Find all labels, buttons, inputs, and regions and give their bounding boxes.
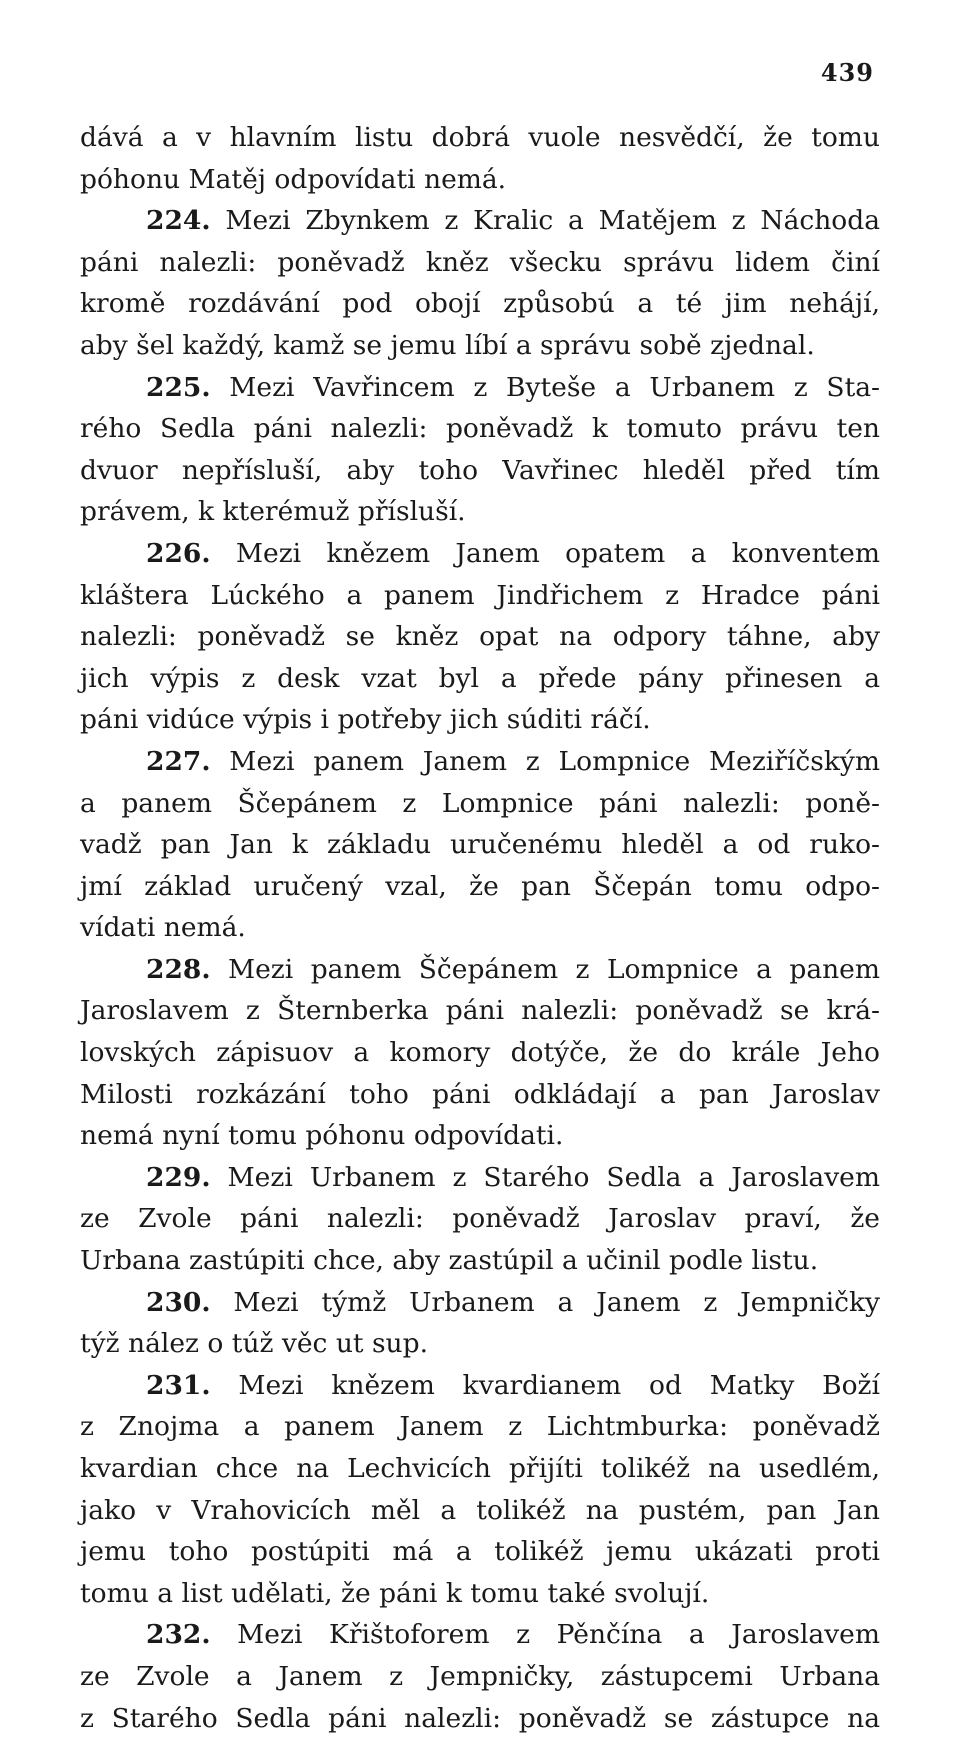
text-line	[80, 1490, 880, 1532]
line-text: kvardian chce na Lechvicích přijíti tolikéž na usedlém,	[80, 1453, 880, 1484]
line-text: kromě rozdávání pod obojí způsobú a té jim nehájí,	[80, 288, 880, 320]
line-text: Mezi panem Janem z Lompnice Meziříčským	[210, 745, 880, 777]
line-text: vadž pan Jan k základu uručenému hleděl a od ruko-	[80, 829, 880, 861]
line-text: Mezi knězem kvardianem od Matky Boží	[210, 1369, 880, 1401]
text-line	[80, 907, 880, 949]
line-text: ze Zvole a Janem z Jempničky, zástupcemi Urbana	[80, 1660, 880, 1692]
text-line	[80, 1115, 880, 1157]
paragraph-number: 232.	[146, 1619, 211, 1651]
line-text: póhonu Matěj odpovídati nemá.	[80, 163, 507, 195]
text-line	[80, 408, 880, 450]
text-line	[80, 1198, 880, 1240]
line-text: jich výpis z desk vzat byl a přede pány přinesen a	[80, 662, 880, 694]
paragraph-number: 231.	[146, 1369, 211, 1401]
line-text: z Znojma a panem Janem z Lichtmburka: poněvadž	[80, 1411, 880, 1443]
line-text: Mezi týmž Urbanem a Janem z Jempničky	[210, 1286, 880, 1318]
line-text: Mezi Vavřincem z Byteše a Urbanem z Sta-	[210, 371, 880, 403]
paragraph-number: 229.	[146, 1161, 211, 1193]
line-text: a panem Ščepánem z Lompnice páni nalezli: poně-	[80, 787, 880, 819]
text-line	[80, 741, 880, 783]
paragraph-number: 227.	[146, 745, 211, 777]
text-line	[80, 117, 880, 159]
text-line	[80, 824, 880, 866]
text-line	[80, 1698, 880, 1739]
text-line	[80, 949, 880, 991]
text-line	[80, 367, 880, 409]
line-text: z Starého Sedla páni nalezli: poněvadž se zástupce na	[80, 1702, 880, 1734]
line-text: rého Sedla páni nalezli: poněvadž k tomuto právu ten	[80, 413, 880, 445]
text-line	[80, 1365, 880, 1407]
paragraph-number: 228.	[146, 953, 211, 985]
line-text: páni nalezli: poněvadž kněz všecku správu lidem činí	[80, 246, 880, 278]
line-text: právem, k kterémuž přísluší.	[80, 496, 466, 528]
line-text: vídati nemá.	[80, 912, 246, 944]
text-line	[80, 1240, 880, 1282]
text-line	[80, 533, 880, 575]
text-line	[80, 1032, 880, 1074]
paragraph-number: 230.	[146, 1286, 211, 1318]
paragraph-number: 224.	[146, 205, 211, 237]
line-text: jemu toho postúpiti má a tolikéž jemu ukázati proti	[80, 1536, 880, 1568]
text-line	[80, 783, 880, 825]
line-text: Mezi knězem Janem opatem a konventem	[210, 537, 880, 569]
line-text: páni vidúce výpis i potřeby jich súditi ráčí.	[80, 704, 651, 736]
text-line	[80, 866, 880, 908]
text-line	[80, 658, 880, 700]
text-line	[80, 1282, 880, 1324]
text-line	[80, 1656, 880, 1698]
line-text: aby šel každý, kamž se jemu líbí a správu sobě zjednal.	[80, 329, 815, 361]
text-line	[80, 699, 880, 741]
text-line	[80, 1323, 880, 1365]
line-text: Mezi Zbynkem z Kralic a Matějem z Náchoda	[210, 205, 880, 237]
text-line	[80, 1614, 880, 1656]
line-text: Milosti rozkázání toho páni odkládají a pan Jaroslav	[80, 1078, 880, 1110]
line-text: dvuor nepřísluší, aby toho Vavřinec hleděl před tím	[80, 454, 880, 486]
line-text: dává a v hlavním listu dobrá vuole nesvědčí, že tomu	[80, 122, 880, 153]
line-text: nalezli: poněvadž se kněz opat na odpory táhne, aby	[80, 621, 880, 653]
line-text: týž nález o túž věc ut sup.	[80, 1328, 429, 1360]
line-text: Mezi Urbanem z Starého Sedla a Jaroslavem	[210, 1161, 880, 1193]
page-text	[80, 117, 880, 1739]
text-line	[80, 325, 880, 367]
text-line	[80, 990, 880, 1032]
paragraph-number: 225.	[146, 371, 211, 403]
text-line	[80, 575, 880, 617]
line-text: nemá nyní tomu póhonu odpovídati.	[80, 1120, 564, 1152]
line-text: Urbana zastúpiti chce, aby zastúpil a učinil podle listu.	[80, 1245, 819, 1277]
line-text: Jaroslavem z Šternberka páni nalezli: poněvadž se krá-	[80, 995, 880, 1027]
line-text: jmí základ uručený vzal, že pan Ščepán tomu odpo-	[80, 870, 880, 902]
line-text: kláštera Lúckého a panem Jindřichem z Hradce páni	[80, 579, 880, 611]
line-text: jako v Vrahovicích měl a tolikéž na pustém, pan Jan	[80, 1494, 880, 1526]
text-line	[80, 616, 880, 658]
text-line	[80, 1573, 880, 1615]
paragraph-number: 226.	[146, 537, 211, 569]
line-text: lovských zápisuov a komory dotýče, že do krále Jeho	[80, 1037, 880, 1069]
line-text: ze Zvole páni nalezli: poněvadž Jaroslav praví, že	[80, 1203, 880, 1235]
line-text: tomu a list udělati, že páni k tomu také svolují.	[80, 1577, 710, 1609]
text-line	[80, 1157, 880, 1199]
page-number: 439	[820, 58, 874, 87]
text-line	[80, 242, 880, 284]
text-line	[80, 1448, 880, 1490]
line-text: Mezi Křištoforem z Pěnčína a Jaroslavem	[210, 1619, 880, 1651]
text-line	[80, 159, 880, 201]
text-line	[80, 1406, 880, 1448]
text-line	[80, 283, 880, 325]
text-line	[80, 1074, 880, 1116]
text-line	[80, 200, 880, 242]
text-line	[80, 450, 880, 492]
line-text: Mezi panem Ščepánem z Lompnice a panem	[210, 953, 880, 985]
text-line	[80, 1531, 880, 1573]
text-line	[80, 491, 880, 533]
